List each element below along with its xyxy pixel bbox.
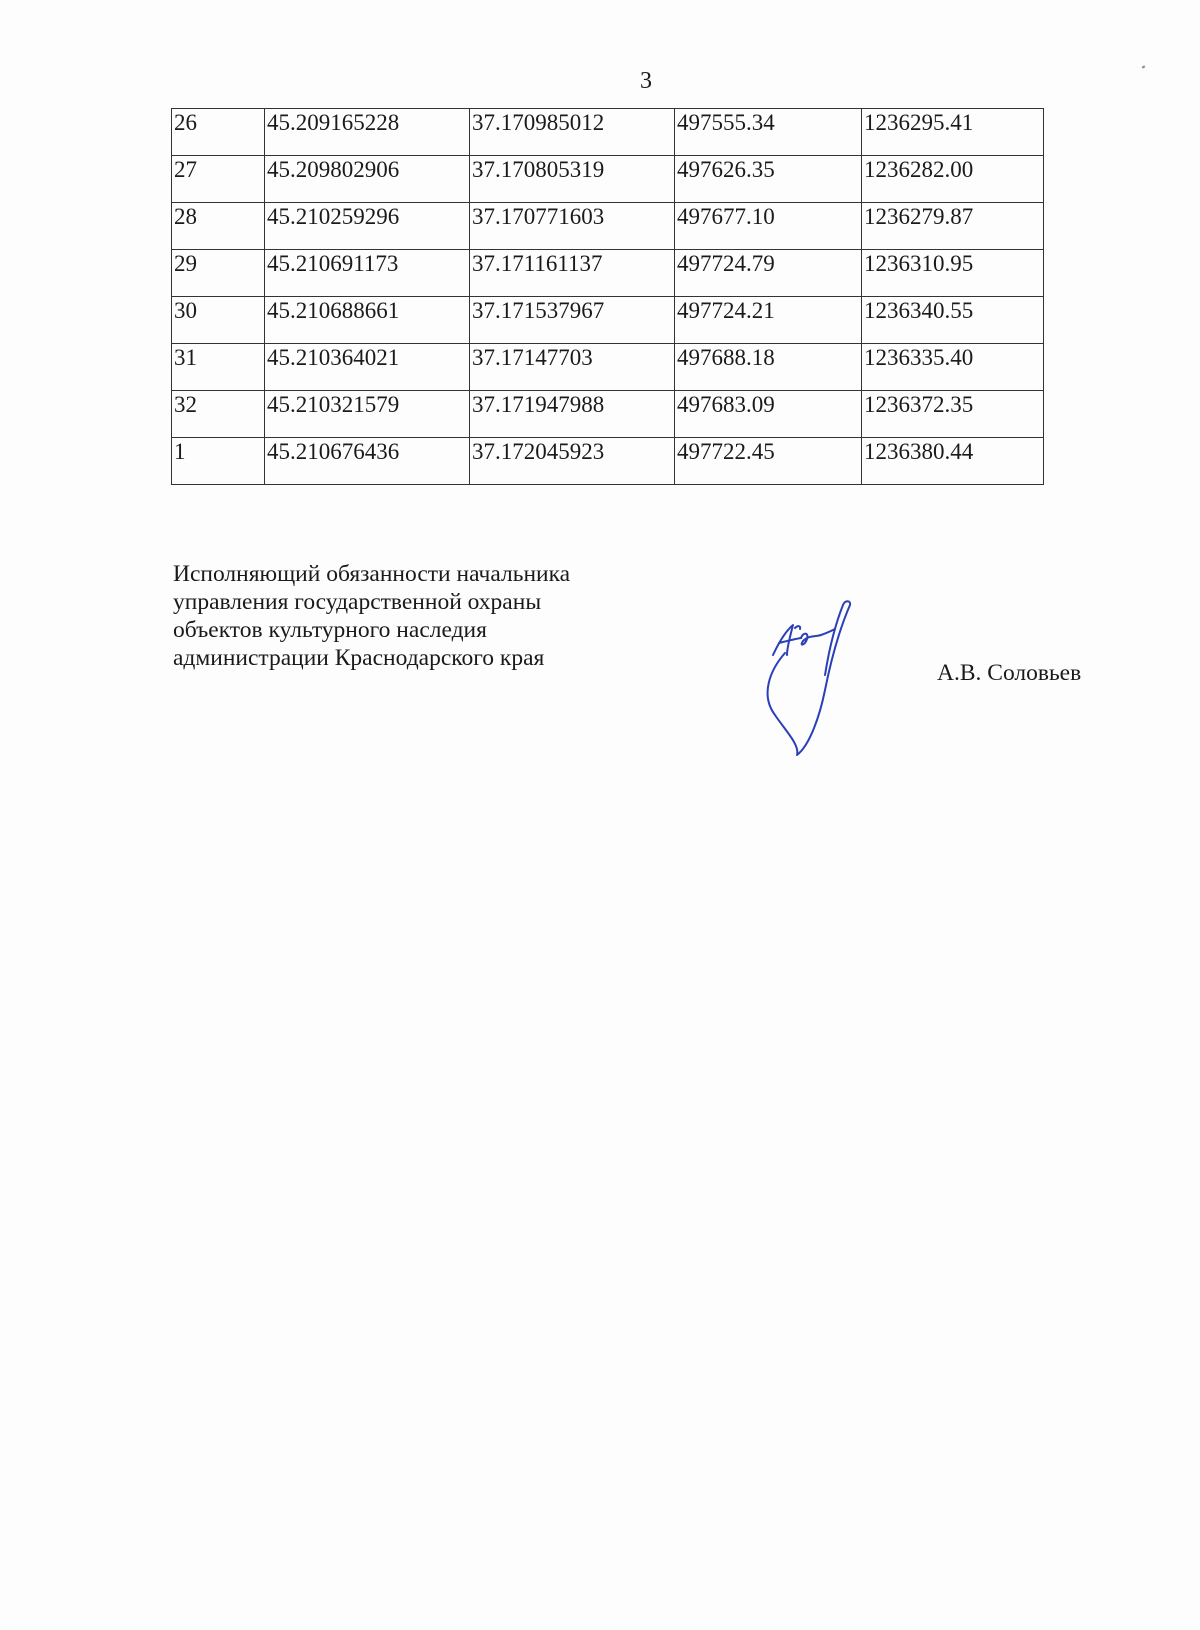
table-cell: 1236340.55 — [862, 297, 1044, 344]
signatory-title-line: администрации Краснодарского края — [173, 645, 545, 671]
table-cell: 37.172045923 — [470, 438, 675, 485]
table-row — [172, 391, 1044, 438]
table-cell: 45.209165228 — [265, 109, 470, 156]
table-cell: 497724.79 — [675, 250, 862, 297]
table-cell: 497724.21 — [675, 297, 862, 344]
table-cell: 497688.18 — [675, 344, 862, 391]
table-cell: 1236310.95 — [862, 250, 1044, 297]
table-cell: 37.171947988 — [470, 391, 675, 438]
signatory-title-line: объектов культурного наследия — [173, 617, 487, 643]
table-cell: 37.171537967 — [470, 297, 675, 344]
table-row — [172, 203, 1044, 250]
table-cell: 497683.09 — [675, 391, 862, 438]
signer-name: А.В. Соловьев — [937, 660, 1082, 686]
table-row — [172, 297, 1044, 344]
table-cell: 45.210691173 — [265, 250, 470, 297]
table-cell: 497626.35 — [675, 156, 862, 203]
page-number: 3 — [640, 68, 652, 94]
table-cell: 37.170771603 — [470, 203, 675, 250]
table-cell: 1236282.00 — [862, 156, 1044, 203]
table-row — [172, 344, 1044, 391]
table-cell: 497677.10 — [675, 203, 862, 250]
table-cell: 1236335.40 — [862, 344, 1044, 391]
table-cell: 37.171161137 — [470, 250, 675, 297]
table-row — [172, 250, 1044, 297]
table-cell: 45.210321579 — [265, 391, 470, 438]
table-row — [172, 156, 1044, 203]
signatory-title-line: Исполняющий обязанности начальника — [173, 561, 571, 587]
table-cell: 26 — [172, 109, 265, 156]
table-cell: 28 — [172, 203, 265, 250]
table-cell: 1236295.41 — [862, 109, 1044, 156]
table-cell: 37.170985012 — [470, 109, 675, 156]
table-cell: 45.209802906 — [265, 156, 470, 203]
table-cell: 45.210364021 — [265, 344, 470, 391]
table-cell: 45.210676436 — [265, 438, 470, 485]
table-cell: 29 — [172, 250, 265, 297]
table-row — [172, 109, 1044, 156]
table-cell: 45.210688661 — [265, 297, 470, 344]
signatory-title — [173, 560, 570, 672]
table-cell: 1236380.44 — [862, 438, 1044, 485]
table-cell: 497722.45 — [675, 438, 862, 485]
table-cell: 1236279.87 — [862, 203, 1044, 250]
table-row — [172, 438, 1044, 485]
coordinates-table-body — [172, 109, 1044, 485]
handwritten-signature — [765, 595, 895, 765]
coordinates-table — [171, 108, 1044, 485]
signatory-title-line: управления государственной охраны — [173, 589, 542, 615]
table-cell: 37.17147703 — [470, 344, 675, 391]
table-cell: 27 — [172, 156, 265, 203]
table-cell: 37.170805319 — [470, 156, 675, 203]
table-cell: 1236372.35 — [862, 391, 1044, 438]
table-cell: 1 — [172, 438, 265, 485]
table-cell: 31 — [172, 344, 265, 391]
table-cell: 45.210259296 — [265, 203, 470, 250]
table-cell: 497555.34 — [675, 109, 862, 156]
table-cell: 30 — [172, 297, 265, 344]
table-cell: 32 — [172, 391, 265, 438]
